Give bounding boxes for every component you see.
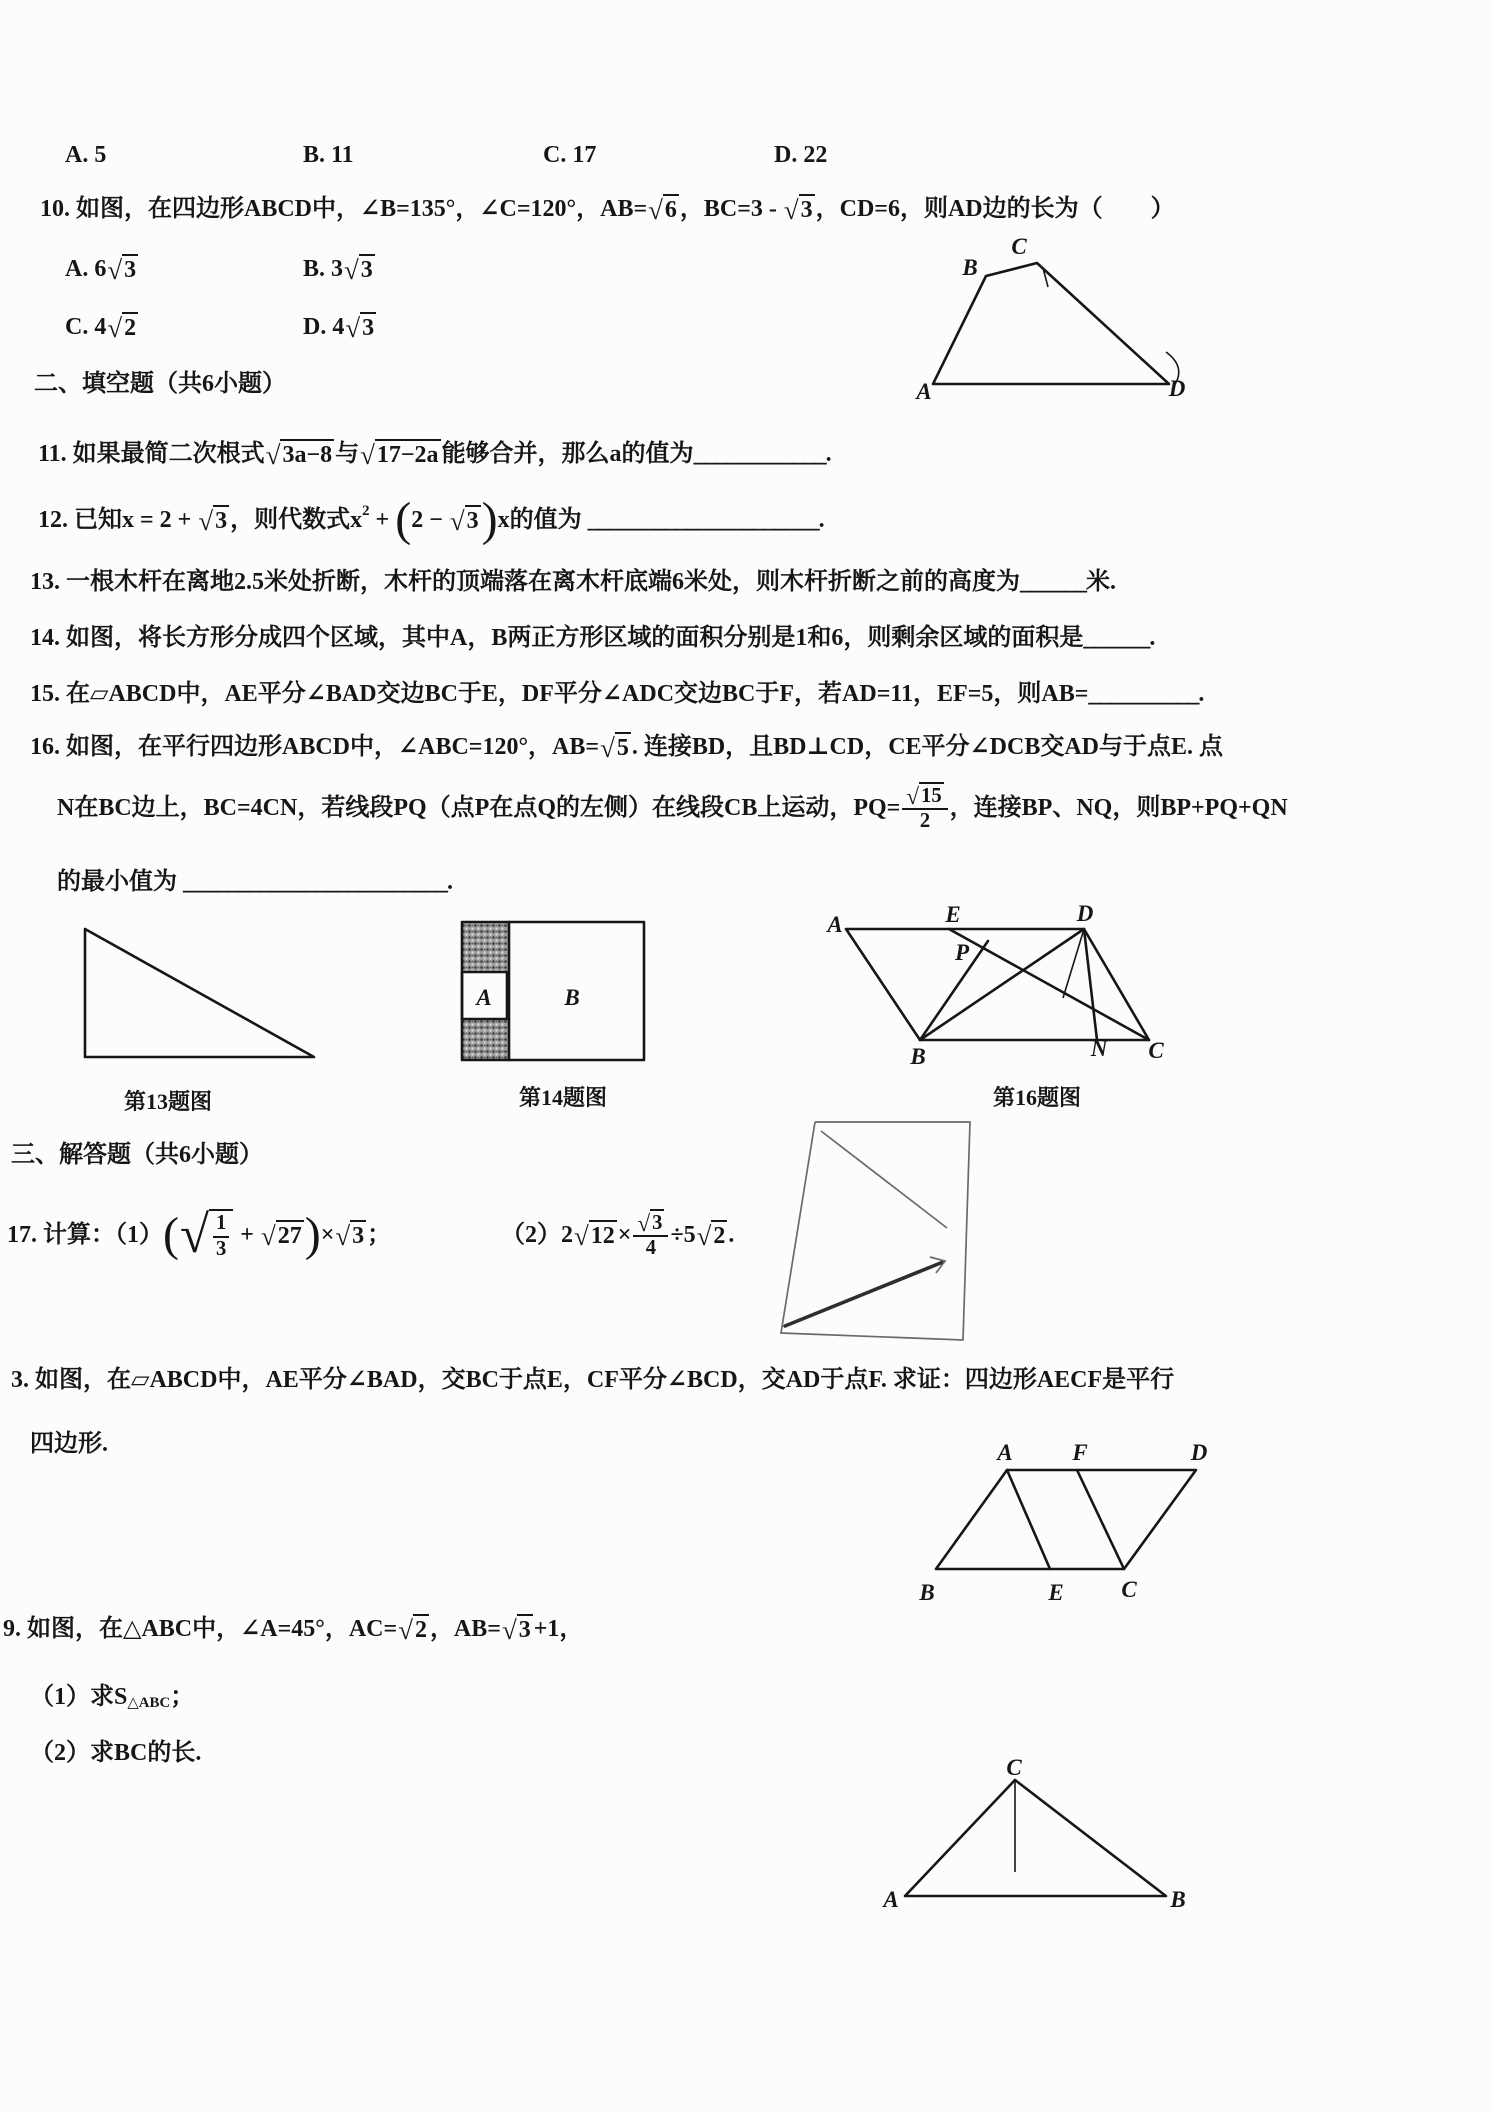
text-run: 3 (124, 257, 137, 284)
text-run: ； (170, 1684, 195, 1710)
text-run: ，BC=3 - (679, 196, 783, 222)
q19-figure (881, 1755, 1185, 1912)
q14-figure (462, 922, 644, 1110)
text-run: 与 (335, 441, 360, 467)
point-label-e: E (1048, 1580, 1064, 1605)
radical-sign: √ (574, 1220, 589, 1251)
text-run: 3. 如图，在▱ABCD中，AE平分∠BAD，交BC于点E，CF平分∠BCD，交AD于点F. 求证：四边形AECF是平行 (11, 1367, 1175, 1393)
text-run: ________________________ (183, 869, 447, 895)
q9-option-a (65, 125, 106, 185)
text-run: __________ (1088, 681, 1199, 707)
point-label-a: A (916, 379, 932, 404)
text-run: 14. 如图，将长方形分成四个区域，其中A，B两正方形区域的面积分别是1和6，则剩余区域的面积是 (30, 625, 1084, 651)
sketch-arrow (785, 1262, 943, 1326)
outer-rectangle (462, 922, 644, 1060)
radicand (517, 1614, 533, 1643)
radical-sign: √ (344, 254, 359, 285)
q15-stem (30, 664, 1204, 724)
radicand (589, 1220, 617, 1249)
point-label-b: B (910, 1044, 926, 1069)
radical-expression (261, 1220, 304, 1249)
fraction (902, 782, 947, 833)
text-run: 12. 已知x = 2 + (38, 507, 198, 533)
text-run: 15. 在▱ABCD中，AE平分∠BAD交边BC于E，DF平分∠ADC交边BC于F，若AD=11，EF=5，则AB= (30, 681, 1089, 707)
numerator (633, 1209, 668, 1237)
text-run: △ABC (127, 1695, 171, 1712)
text-run: ，则代数式x (230, 507, 363, 533)
radical-expression (335, 1220, 366, 1249)
text-run: + (234, 1222, 260, 1248)
radicand (280, 439, 334, 468)
large-parenthesis (481, 493, 498, 546)
q9-option-c (543, 125, 596, 185)
text-run: C. 4 (65, 314, 107, 340)
answer-blank (694, 439, 826, 469)
text-run: （2）求BC的长. (30, 1740, 202, 1766)
answer-blank (183, 867, 447, 897)
answer-blank (1020, 567, 1086, 597)
text-run: ÷5 (670, 1222, 696, 1248)
radicand (615, 732, 631, 761)
denominator (920, 810, 930, 834)
text-run: 二、填空题（共6小题） (34, 371, 286, 397)
text-run: ) (481, 493, 498, 546)
radical-sign: √ (783, 194, 799, 225)
text-run: 3 (362, 315, 375, 342)
text-run: . (1149, 625, 1156, 651)
text-run: A. 6 (65, 256, 107, 282)
radical-expression (574, 1220, 617, 1249)
segment-fc (1077, 1470, 1124, 1569)
radical-sign: √ (345, 312, 361, 343)
radicand (413, 1614, 429, 1643)
text-run: 3a−8 (282, 442, 333, 469)
text-run: ，AB= (429, 1616, 501, 1642)
point-label-c: C (1006, 1755, 1022, 1780)
text-run: . (818, 507, 825, 533)
text-run: . (825, 441, 832, 467)
point-label-p: P (954, 940, 970, 965)
radical-expression (198, 505, 229, 534)
text-run: 9. 如图，在△ABC中，∠A=45°，AC= (3, 1616, 398, 1642)
text-run: . (1198, 681, 1205, 707)
text-run: 四边形. (30, 1431, 108, 1457)
radical-expression (345, 312, 376, 341)
angle-arc-mark (1166, 352, 1179, 389)
text-run: 15 (921, 785, 942, 808)
radical-expression (784, 194, 815, 223)
q11-stem (38, 424, 832, 484)
q16-figure (825, 901, 1164, 1110)
radicand (213, 505, 229, 534)
angle-tick-mark (1043, 268, 1048, 287)
radical-sign: √ (260, 1220, 276, 1251)
radicand (122, 312, 138, 341)
text-run: . (447, 869, 453, 895)
text-run: 5 (616, 735, 629, 762)
superscript (362, 502, 369, 521)
text-run: （1）求S (30, 1684, 128, 1710)
text-run: 2 (362, 503, 370, 519)
text-run: 4 (645, 1236, 657, 1259)
point-label-b: B (1170, 1887, 1186, 1912)
radicand (276, 1220, 304, 1249)
triangle-abc (905, 1780, 1166, 1896)
text-run: ( (163, 1208, 179, 1261)
radical-sign: √ (360, 439, 375, 470)
text-run: ； (367, 1222, 392, 1248)
text-run: 3 (215, 1237, 227, 1260)
large-parenthesis (163, 1208, 179, 1261)
figure-caption: 第13题图 (123, 1089, 213, 1114)
text-run: 2 (124, 315, 137, 342)
q17-part-1 (7, 1205, 391, 1265)
radical-sign: √ (198, 505, 214, 536)
radical-sign: √ (501, 1614, 517, 1645)
fraction (213, 1212, 229, 1261)
radical-sign: √ (398, 1614, 413, 1645)
point-label-c: C (1121, 1577, 1137, 1602)
radical-expression (906, 782, 943, 808)
text-run: _____________________ (587, 507, 819, 533)
text-run: x的值为 (497, 507, 588, 533)
quadrilateral-abcd (933, 263, 1169, 384)
denominator (216, 1238, 226, 1262)
text-run: 11. 如果最简二次根式 (38, 441, 265, 467)
square-a (462, 972, 507, 1019)
text-run: 2 (713, 1223, 726, 1250)
radicand (122, 254, 138, 283)
text-run: C. 17 (543, 142, 597, 168)
q10-stem (40, 179, 1175, 239)
pencil-sketch (781, 1122, 970, 1340)
text-run: 13. 一根木杆在离地2.5米处折断，木杆的顶端落在离木杆底端6米处，则木杆折断之前的高度为 (30, 569, 1020, 595)
radical-expression (179, 1205, 233, 1264)
text-run: 能够合并，那么a的值为 (441, 441, 694, 467)
text-run: 12 (590, 1223, 615, 1250)
point-label-n: N (1090, 1036, 1108, 1061)
radical-sign: √ (637, 1209, 651, 1236)
point-label-f: F (1072, 1440, 1088, 1465)
text-run: . (728, 1222, 735, 1248)
point-label-e: E (945, 902, 961, 927)
text-run: × (320, 1222, 335, 1248)
text-run: 2 (919, 809, 931, 832)
text-run: 的最小值为 (57, 869, 183, 895)
q10-option-b (303, 239, 376, 299)
point-label-c: C (1011, 234, 1027, 259)
answer-blank (1088, 679, 1198, 709)
text-run: 三、解答题（共6小题） (11, 1142, 263, 1168)
q16-stem-line-2 (57, 778, 1288, 838)
text-run: 17−2a (376, 442, 439, 469)
text-run: 3 (518, 1617, 531, 1644)
text-run: ____________ (693, 441, 826, 467)
radicand (465, 505, 481, 534)
text-run: 27 (277, 1223, 302, 1250)
text-run: + (369, 507, 396, 533)
subscript (127, 1694, 170, 1713)
radical-sign: √ (107, 312, 123, 343)
parallelogram-abcd (846, 929, 1149, 1040)
text-run: +1， (533, 1616, 584, 1642)
text-run: B. 11 (303, 142, 354, 168)
parallelogram-abcd (936, 1470, 1196, 1569)
answer-blank (588, 505, 819, 535)
radical-sign: √ (648, 194, 663, 225)
radical-sign: √ (449, 505, 465, 536)
radical-sign: √ (335, 1220, 351, 1251)
text-run: 16. 如图，在平行四边形ABCD中，∠ABC=120°，AB= (30, 734, 600, 760)
radical-sign: √ (696, 1220, 712, 1251)
text-run: ( (395, 493, 412, 546)
radical-expression (502, 1614, 533, 1643)
radical-expression (600, 732, 631, 761)
point-label-d: D (1076, 901, 1094, 926)
text-run: ，CD=6，则AD边的长为（ ） (815, 196, 1175, 222)
q17-part-2 (501, 1205, 734, 1265)
figure-caption: 第14题图 (518, 1085, 608, 1110)
text-run: （2）2 (501, 1222, 573, 1248)
radical-sign: √ (906, 782, 920, 809)
q16-stem-line-1 (30, 717, 1223, 777)
large-parenthesis (304, 1208, 321, 1261)
text-run: ，连接BP、NQ，则BP+PQ+QN (949, 795, 1288, 821)
region-label-b: B (564, 985, 580, 1010)
region-label-a: A (476, 985, 492, 1010)
text-run: 1 (215, 1211, 227, 1234)
text-run: ______ (1020, 569, 1086, 595)
text-run: A. 5 (65, 142, 107, 168)
radical-expression (450, 505, 481, 534)
radical-expression (648, 194, 679, 223)
point-label-b: B (919, 1580, 935, 1605)
figure-caption: 第16题图 (992, 1085, 1082, 1110)
point-label-a: A (827, 912, 843, 937)
sketch-outline (781, 1122, 970, 1340)
text-run: 10. 如图，在四边形ABCD中，∠B=135°，∠C=120°，AB= (40, 196, 648, 222)
text-run: 17. 计算：（1） (7, 1222, 163, 1248)
segment-ae (1007, 1470, 1050, 1569)
q14-stem (30, 608, 1155, 668)
sketch-diagonal (821, 1131, 947, 1228)
text-run: . 连接BD，且BD⊥CD，CE平分∠DCB交AD与于点E. 点 (631, 734, 1224, 760)
q19-sub-question-1 (30, 1667, 194, 1727)
point-label-b: B (962, 255, 978, 280)
radicand (919, 782, 944, 808)
q19-stem (3, 1599, 583, 1659)
radical-expression (697, 1220, 728, 1249)
segment-dn (1084, 929, 1097, 1040)
q12-stem (38, 490, 825, 550)
fraction (633, 1209, 668, 1260)
radical-expression (107, 254, 138, 283)
point-label-d: D (1168, 376, 1186, 401)
radical-expression (107, 312, 138, 341)
shaded-region-top (462, 922, 509, 972)
q18-stem-line-2 (30, 1414, 108, 1474)
radicand (359, 254, 375, 283)
q10-option-a (65, 239, 139, 299)
shaded-region-bottom (462, 1019, 509, 1060)
q9-option-d (774, 125, 827, 185)
right-triangle (85, 929, 314, 1057)
radical-expression (344, 254, 375, 283)
radicand (360, 312, 376, 341)
radicand (375, 439, 441, 468)
q16-stem-line-3 (57, 852, 453, 912)
text-run: 6 (664, 197, 677, 224)
text-run: 3 (800, 197, 813, 224)
text-run: 2 − (411, 507, 449, 533)
radical-sign: √ (107, 254, 123, 285)
text-run: 3 (466, 508, 479, 535)
section-3-title (11, 1125, 263, 1185)
radicand (711, 1220, 727, 1249)
segment-bd (920, 929, 1084, 1040)
q13-figure (85, 929, 314, 1114)
text-run: 2 (414, 1617, 427, 1644)
radical-expression (360, 439, 440, 468)
text-run: ______ (1083, 625, 1150, 651)
text-run: 3 (360, 257, 373, 284)
numerator (213, 1212, 229, 1238)
text-run: 3 (215, 508, 228, 535)
auxiliary-line (1063, 929, 1084, 998)
point-label-d: D (1190, 1440, 1208, 1465)
point-label-a: A (997, 1440, 1013, 1465)
text-run: D. 22 (774, 142, 828, 168)
q18-stem-line-1 (11, 1350, 1174, 1410)
q19-sub-question-2 (30, 1723, 201, 1783)
radicand (650, 1209, 664, 1235)
numerator (902, 782, 947, 810)
radical-sign: √ (265, 439, 281, 470)
radicand (799, 194, 815, 223)
text-run: 3 (652, 1212, 663, 1235)
radical-sign: √ (600, 732, 615, 763)
q10-figure (914, 234, 1185, 404)
q9-option-b (303, 125, 354, 185)
text-run: 3 (352, 1223, 365, 1250)
text-run: × (617, 1222, 632, 1248)
denominator (646, 1237, 656, 1261)
radical-expression (398, 1614, 429, 1643)
radical-expression (266, 439, 334, 468)
text-run: 米. (1086, 569, 1116, 595)
radicand (663, 194, 679, 223)
segment-ec (949, 929, 1149, 1040)
radical-expression (637, 1209, 664, 1235)
text-run: N在BC边上，BC=4CN，若线段PQ（点P在点Q的左侧）在线段CB上运动，PQ= (57, 795, 901, 821)
large-parenthesis (395, 493, 412, 546)
point-label-a: A (883, 1887, 899, 1912)
q18-figure (918, 1440, 1207, 1605)
text-run: ) (304, 1208, 321, 1261)
radicand (350, 1220, 366, 1249)
point-label-c: C (1148, 1038, 1164, 1063)
segment-bp (920, 941, 988, 1040)
text-run: B. 3 (303, 256, 344, 282)
radical-sign: √ (179, 1205, 209, 1264)
section-2-title (34, 354, 286, 414)
q13-stem (30, 552, 1116, 612)
radicand (209, 1209, 233, 1261)
q10-option-c (65, 297, 139, 357)
arrowhead-icon (930, 1257, 945, 1273)
text-run: D. 4 (303, 314, 345, 340)
q10-option-d (303, 297, 377, 357)
answer-blank (1083, 623, 1149, 653)
